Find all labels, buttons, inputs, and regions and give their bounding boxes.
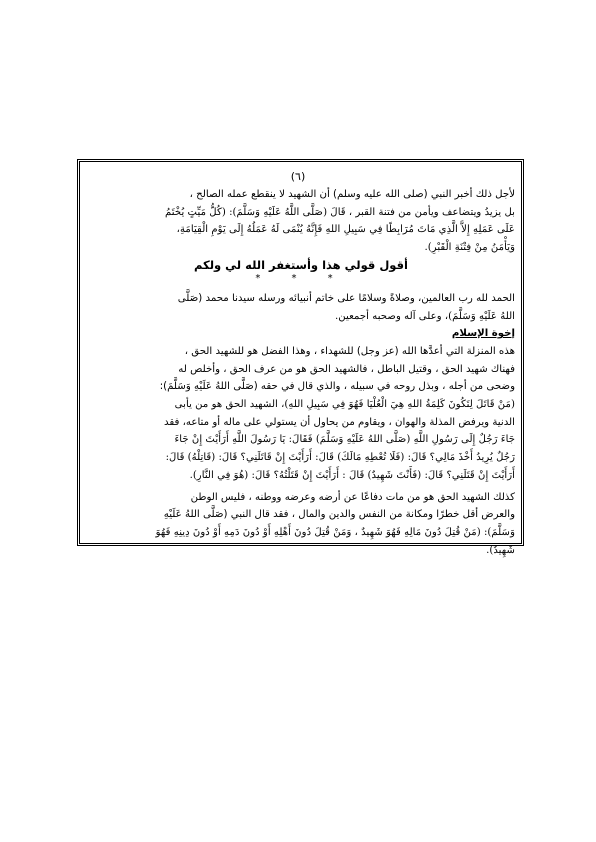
text-line: هذه المنزلة التي أعدَّها الله (عز وجل) للشهداء ، وهذا الفضل هو للشهيد الحق ، (184, 345, 515, 357)
paragraph-praise (87, 290, 515, 325)
text-line: فهناك شهيد الحق ، وقتيل الباطل ، فالشهيد الحق هو من عرف الحق ، وأخلص له (178, 363, 515, 375)
paragraph-true-martyr (87, 343, 515, 485)
text-line: (مَنْ قَاتَلَ لِتَكُونَ كَلِمَةُ اللهِ هِيَ الْعُلْيَا فَهُوَ فِي سَبِيلِ اللهِ)، الشهيد الحق هو من يأبى (174, 399, 515, 411)
page-content (87, 186, 515, 559)
text-line: جَاءَ رَجُلٌ إِلَى رَسُولِ اللَّهِ (صَلَّى اللهُ عَلَيْهِ وَسَلَّمَ) فَقَالَ: يَا رَسُولَ اللَّهِ أَرَأَيْتَ إِنْ جَاءَ (174, 434, 515, 446)
page-number: (٦) (290, 170, 306, 183)
paragraph-martyr-reward (87, 186, 515, 257)
text-line: والعرض أقل خطرًا ومكانة من النفس والدين والمال ، فقد قال النبي (صَلَّى اللهُ عَلَيْهِ (163, 509, 515, 521)
text-line: وضحى من أجله ، وبذل روحه في سبيله ، والذي قال في حقه (صَلَّى اللهُ عَلَيْهِ وَسَلَّمَ): (159, 381, 515, 393)
text-line: أَرَأَيْتَ إِنْ قَتَلَنِي؟ قَالَ: (فَأَنْتَ شَهِيدٌ) قَالَ : أَرَأَيْتَ إِنْ قَتَلْتُهُ؟ قَالَ: (هُوَ فِي النَّارِ). (189, 469, 515, 481)
text-line: رَجُلٌ يُرِيدُ أَخْذَ مَالِي؟ قَالَ: (فَلَا تُعْطِهِ مَالَكَ) قَالَ: أَرَأَيْتَ إِنْ قَاتَلَنِي؟ قَالَ: (قَاتِلْهُ) قَالَ: (165, 452, 515, 464)
text-line: لأجل ذلك أخبر النبي (صلى الله عليه وسلم) أن الشهيد لا ينقطع عمله الصالح ، (189, 189, 515, 200)
closing-heading: أقول قولي هذا وأستغفر الله لي ولكم (193, 257, 408, 272)
text-line: وَيَأْمَنُ مِنْ فِتْنَةِ الْقَبْرِ). (424, 242, 515, 254)
text-line: الحمد لله رب العالمين، وصلاةً وسلامًا على خاتم أنبيائه ورسله سيدنا محمد (صَلَّى (177, 292, 515, 304)
text-line: عَلَى عَمَلِهِ إِلاَّ الَّذِي مَاتَ مُرَابِطًا فِي سَبِيلِ اللهِ فَإِنَّهُ يُنْمَى لَهُ عَمَلُهُ إِلَى يَوْمِ الْقِيَامَةِ، (176, 224, 515, 236)
text-line: وَسَلَّمَ): (مَنْ قُتِلَ دُونَ مَالِهِ فَهُوَ شَهِيدٌ ، وَمَنْ قُتِلَ دُونَ أَهْلِهِ أَوْ دُونَ دَمِهِ أَوْ دُونَ دِينِهِ فَهُوَ (155, 526, 515, 538)
text-line: اللهُ عَلَيْهِ وَسَلَّمَ)، وعلى آله وصحبه أجمعين. (335, 310, 515, 322)
text-line: شَهِيدٌ). (486, 544, 515, 556)
paragraph-homeland-defense (87, 489, 515, 560)
subheading: إخوة الإسلام (451, 328, 515, 340)
text-line: بل يزيدُ ويتضاعف ويأمن من فتنة القبر ، قَالَ (صَلَّى اللَّهُ عَلَيْهِ وَسَلَّمَ): (كُلُّ مَيِّتٍ يُخْتَمُ (165, 206, 515, 218)
section-separator: * * * (255, 272, 347, 284)
text-line: كذلك الشهيد الحق هو من مات دفاعًا عن أرضه وعرضه ووطنه ، فليس الوطن (190, 491, 515, 503)
text-line: الدنية ويرفض المذلة والهوان ، ويقاوم من يحاول أن يستولي على ماله أو متاعه، فقد (164, 416, 515, 428)
